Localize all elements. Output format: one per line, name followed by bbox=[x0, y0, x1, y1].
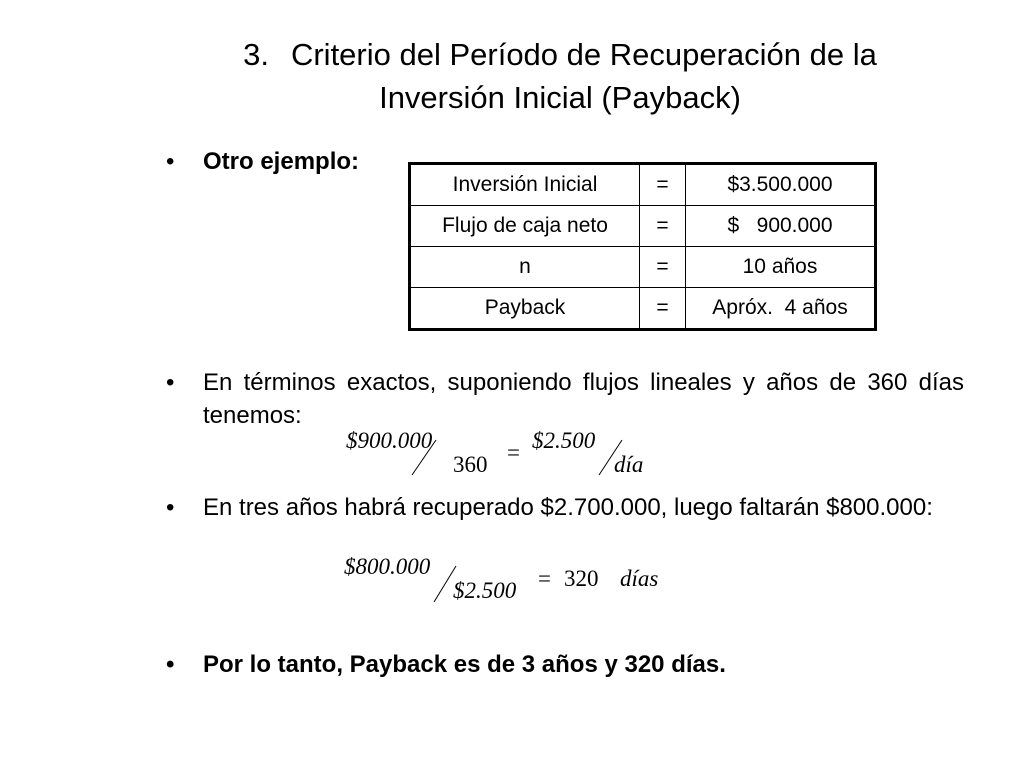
table-row bbox=[410, 206, 876, 247]
formula-2-denominator: $2.500 bbox=[453, 578, 517, 603]
row-operator: = bbox=[640, 247, 686, 288]
bullet-example-text: Otro ejemplo: bbox=[203, 148, 360, 175]
formula-1-numerator: $900.000 bbox=[346, 428, 433, 453]
row-operator: = bbox=[640, 206, 686, 247]
formula-2-result: 320 bbox=[564, 566, 599, 591]
row-operator: = bbox=[640, 164, 686, 206]
title-number: 3. bbox=[243, 37, 269, 72]
bullet-dot: • bbox=[166, 369, 175, 396]
bullet-conclusion-text: Por lo tanto, Payback es de 3 años y 320 días. bbox=[203, 651, 726, 678]
row-value: 10 años bbox=[686, 247, 876, 288]
formula-days bbox=[338, 554, 678, 606]
formula-2-numerator: $800.000 bbox=[344, 554, 431, 579]
formula-daily-flow bbox=[340, 428, 660, 478]
formula-2-equals: = bbox=[538, 566, 551, 591]
row-label: n bbox=[410, 247, 640, 288]
title-line-1: Criterio del Período de Recuperación de la bbox=[290, 37, 877, 72]
table-row bbox=[410, 247, 876, 288]
payback-table bbox=[408, 162, 877, 331]
row-operator: = bbox=[640, 288, 686, 330]
bullet-dot: • bbox=[166, 494, 175, 521]
row-label: Flujo de caja neto bbox=[410, 206, 640, 247]
slide-title bbox=[150, 33, 970, 119]
formula-1-equals: = bbox=[507, 440, 520, 465]
formula-1-result-numerator: $2.500 bbox=[532, 428, 596, 453]
formula-2-unit: días bbox=[620, 566, 659, 591]
title-line-2: Inversión Inicial (Payback) bbox=[379, 80, 741, 115]
bullet-dot: • bbox=[166, 148, 175, 175]
bullet-exact-text: En términos exactos, suponiendo flujos lineales y años de 360 días tenemos: bbox=[203, 369, 964, 429]
formula-1-result-denominator: día bbox=[614, 452, 644, 477]
table-row bbox=[410, 164, 876, 206]
bullet-three-years-text: En tres años habrá recuperado $2.700.000, luego faltarán $800.000: bbox=[203, 494, 933, 521]
row-label: Inversión Inicial bbox=[410, 164, 640, 206]
formula-1-denominator: 360 bbox=[453, 452, 488, 477]
table-row bbox=[410, 288, 876, 330]
row-label: Payback bbox=[410, 288, 640, 330]
bullet-dot: • bbox=[166, 651, 175, 678]
row-value: Apróx. 4 años bbox=[686, 288, 876, 330]
row-value: $ 900.000 bbox=[686, 206, 876, 247]
row-value: $3.500.000 bbox=[686, 164, 876, 206]
